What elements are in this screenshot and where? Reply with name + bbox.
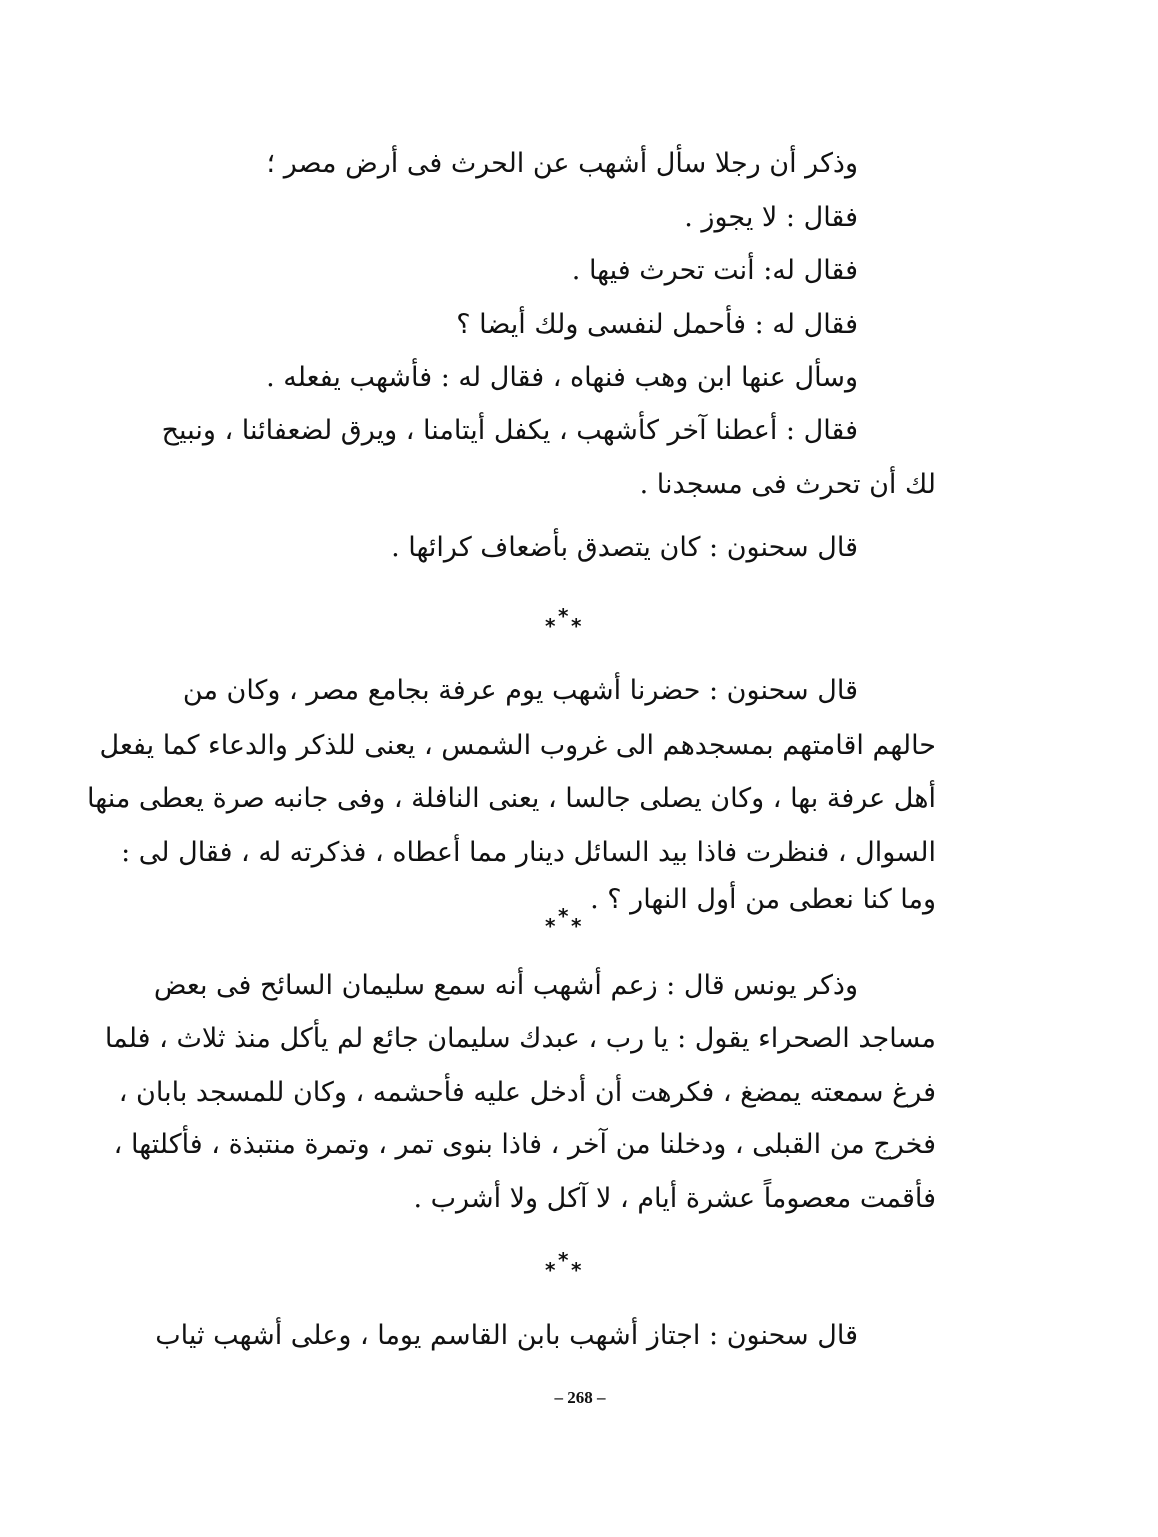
text-line: أهل عرفة بها ، وكان يصلى جالسا ، يعنى النافلة ، وفى جانبه صرة يعطى منها [87,783,936,814]
separator-star: * [558,904,569,928]
separator-star: * [571,1258,582,1282]
text-line: لك أن تحرث فى مسجدنا . [639,469,936,500]
section-separator [539,1248,589,1282]
page-number: – 268 – [554,1388,606,1407]
text-line: فقال : لا يجوز . [684,202,858,233]
text-line: وذكر أن رجلا سأل أشهب عن الحرث فى أرض مصر ؛ [266,148,858,179]
text-line: وما كنا نعطى من أول النهار ؟ . [590,884,936,915]
text-line: فخرج من القبلى ، ودخلنا من آخر ، فاذا بنوى تمر ، وتمرة منتبذة ، فأكلتها ، [113,1129,936,1160]
text-line: فقال : أعطنا آخر كأشهب ، يكفل أيتامنا ، ويرق لضعفائنا ، ونبيح [161,415,858,446]
text-line: قال سحنون : اجتاز أشهب بابن القاسم يوما ، وعلى أشهب ثياب [155,1320,858,1351]
separator-star: * [571,614,582,638]
text-line: قال سحنون : حضرنا أشهب يوم عرفة بجامع مصر ، وكان من [182,675,858,706]
separator-star: * [558,604,569,628]
separator-star: * [545,914,556,938]
section-separator [539,604,589,638]
text-line: قال سحنون : كان يتصدق بأضعاف كرائها . [391,532,858,563]
text-line: السوال ، فنظرت فاذا بيد السائل دينار مما أعطاه ، فذكرته له ، فقال لى : [121,837,936,868]
separator-star: * [545,614,556,638]
text-line: حالهم اقامتهم بمسجدهم الى غروب الشمس ، يعنى للذكر والدعاء كما يفعل [99,730,936,761]
text-line: فأقمت معصوماً عشرة أيام ، لا آكل ولا أشرب . [413,1183,936,1214]
separator-star: * [558,1248,569,1272]
separator-star: * [571,914,582,938]
text-line: فقال له : فأحمل لنفسى ولك أيضا ؟ [456,309,858,340]
section-separator [539,904,589,938]
text-line: وذكر يونس قال : زعم أشهب أنه سمع سليمان السائح فى بعض [153,970,858,1001]
separator-star: * [545,1258,556,1282]
text-line: فقال له: أنت تحرث فيها . [571,255,858,286]
text-line: فرغ سمعته يمضغ ، فكرهت أن أدخل عليه فأحشمه ، وكان للمسجد بابان ، [118,1077,936,1108]
text-line: مساجد الصحراء يقول : يا رب ، عبدك سليمان جائع لم يأكل منذ ثلاث ، فلما [104,1023,936,1054]
text-line: وسأل عنها ابن وهب فنهاه ، فقال له : فأشهب يفعله . [266,362,858,393]
